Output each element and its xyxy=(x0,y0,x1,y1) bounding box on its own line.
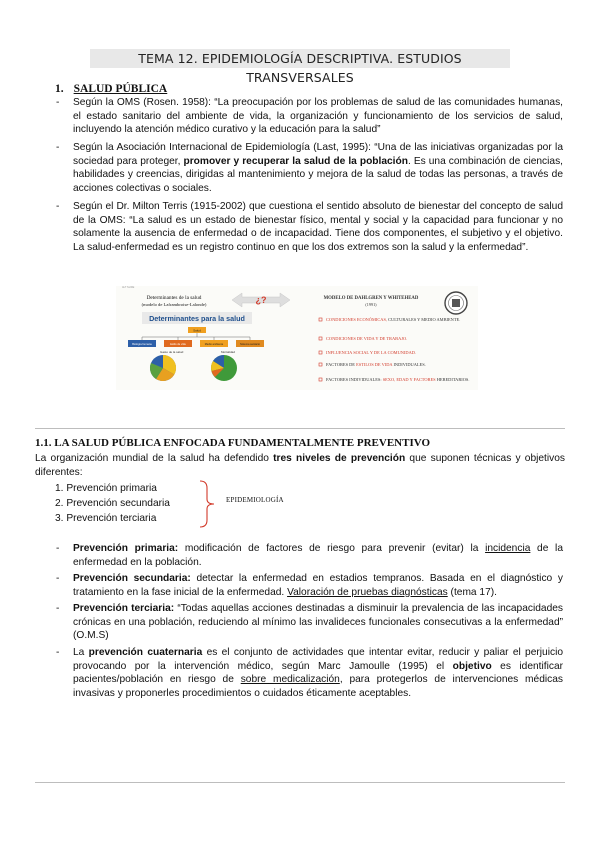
model-items xyxy=(319,317,469,383)
bold-phrase: promover y recuperar la salud de la población xyxy=(183,155,408,167)
bullet-mark: - xyxy=(56,603,60,614)
epidemiology-label: EPIDEMIOLOGÍA xyxy=(226,496,284,504)
svg-text:ALT SLIDE: ALT SLIDE xyxy=(122,286,135,289)
top-box-label: Salud xyxy=(193,328,201,333)
prevention-intro: La organización mundial de la salud ha defendido tres niveles de prevención que suponen técnicas y objetivos diferentes: xyxy=(35,453,566,478)
level-item: 1. Prevención primaria xyxy=(55,483,157,494)
crest-logo-icon xyxy=(445,292,467,314)
divider xyxy=(35,428,565,429)
terris-definition: Según el Dr. Milton Terris (1915-2002) que cuestiona el sentido absoluto de bienestar del concepto de salud de la OMS: “La salud es un estado de bienestar físico, mental y social y la capacidad para funcionar y no solamente la ausencia de enfermedad o de incapacidad. Tiene dos componentes, el subjetivo y el objetivo. La salud-enfermedad es un registro continuo en que los dos extremos son la salud y la enfermedad”. xyxy=(73,201,563,253)
bullet-mark: - xyxy=(56,647,60,658)
determinants-figure xyxy=(116,286,478,390)
model-item: FACTORES DE ESTILOS DE VIDA INDIVIDUALES. xyxy=(326,362,426,367)
section-1-1-heading: 1.1. LA SALUD PÚBLICA ENFOCADA FUNDAMENTALMENTE PREVENTIVO xyxy=(35,437,431,449)
pie-chart-spending xyxy=(150,355,176,381)
svg-text:Estilo de vida: Estilo de vida xyxy=(170,343,186,346)
figure-left-title: Determinantes de la salud xyxy=(146,295,202,301)
determinants-diagram xyxy=(116,286,478,390)
banner-title: Determinantes para la salud xyxy=(149,314,245,323)
chart1-label: Gasto de la salud xyxy=(160,350,184,354)
figure-left-subtitle: (modelo de Laframbroise-Lalonde) xyxy=(141,302,207,307)
svg-text:Biología humana: Biología humana xyxy=(132,343,152,346)
model-title: MODELO DE DAHLGREN Y WHITEHEAD xyxy=(323,296,419,301)
primary-prevention: Prevención primaria: modificación de factores de riesgo para prevenir (evitar) la incidencia de la enfermedad en la población. xyxy=(73,543,563,568)
who-definition: Según la OMS (Rosen. 1958): “La preocupación por los problemas de salud de las comunidades humanas, el estado sanitario del ambiente de vida, la organización y funcionamiento de los servicios de salud, incluyendo la atención médico curativo y la educación para la salud” xyxy=(73,97,563,136)
brace-icon xyxy=(198,480,218,528)
section-1-number: 1. xyxy=(55,83,64,95)
document-title: TEMA 12. EPIDEMIOLOGÍA DESCRIPTIVA. ESTUDIOS TRANSVERSALES xyxy=(90,49,510,68)
bullet-mark: - xyxy=(56,543,60,554)
bold-phrase: tres niveles de prevención xyxy=(273,453,406,464)
section-1-heading xyxy=(55,83,167,95)
question-mark: ¿? xyxy=(255,295,267,305)
svg-text:Medio ambiente: Medio ambiente xyxy=(204,343,224,346)
chart2-label: Mortalidad xyxy=(221,350,236,354)
level-item: 3. Prevención terciaria xyxy=(55,513,157,524)
model-item: CONDICIONES DE VIDA Y DE TRABAJO. xyxy=(326,336,408,341)
divider xyxy=(35,782,565,783)
tertiary-prevention: Prevención terciaria: “Todas aquellas acciones destinadas a disminuir la prevalencia de las incapacidades crónicas en una población, reduciendo al mínimo las invalideces funcionales consecutivas a la enfermedad” (O.M.S) xyxy=(73,603,563,642)
bullet-mark: - xyxy=(56,142,60,153)
section-1-label: SALUD PÚBLICA xyxy=(73,83,168,95)
double-arrow-icon xyxy=(232,293,290,307)
quaternary-prevention: La prevención cuaternaria es el conjunto de actividades que intentar evitar, reducir y paliar el perjuicio provocando por la intervención médico, según Marc Jamoulle (1995) el objetivo es identificar pacientes/población en riesgo de sobre medicalización, para protegerlos de intervenciones médicas invasivas y proponerles procedimientos o cuidados éticamente aceptables. xyxy=(73,647,563,699)
level-item: 2. Prevención secundaria xyxy=(55,498,170,509)
model-year: (1991) xyxy=(365,302,377,307)
svg-text:Sistema sanitario: Sistema sanitario xyxy=(240,343,260,346)
pie-chart-mortality xyxy=(211,355,237,381)
bullet-mark: - xyxy=(56,201,60,212)
bullet-mark: - xyxy=(56,97,60,108)
model-item: FACTORES INDIVIDUALES: SEXO, EDAD Y FACTORES HEREDITARIOS. xyxy=(326,377,470,382)
model-item: INFLUENCIA SOCIAL Y DE LA COMUNIDAD. xyxy=(326,350,417,355)
model-item: CONDICIONES ECONÓMICAS, CULTURALES Y MEDIO AMBIENTE. xyxy=(326,317,461,322)
bullet-mark: - xyxy=(56,573,60,584)
iea-definition: Según la Asociación Internacional de Epidemiología (Last, 1995): “Una de las iniciativas organizadas por la sociedad para proteger, promover y recuperar la salud de la población. Es una combinación de ciencias, habilidades y creencias, dirigidas al mantenimiento y mejora de la salud de todas las personas, a través de acciones colectivas o sociales. xyxy=(73,142,564,194)
secondary-prevention: Prevención secundaria: detectar la enfermedad en estadios tempranos. Basada en el diagnóstico y tratamiento en la fase inicial de la enfermedad. Valoración de pruebas diagnósticas (tema 17). xyxy=(73,573,563,598)
